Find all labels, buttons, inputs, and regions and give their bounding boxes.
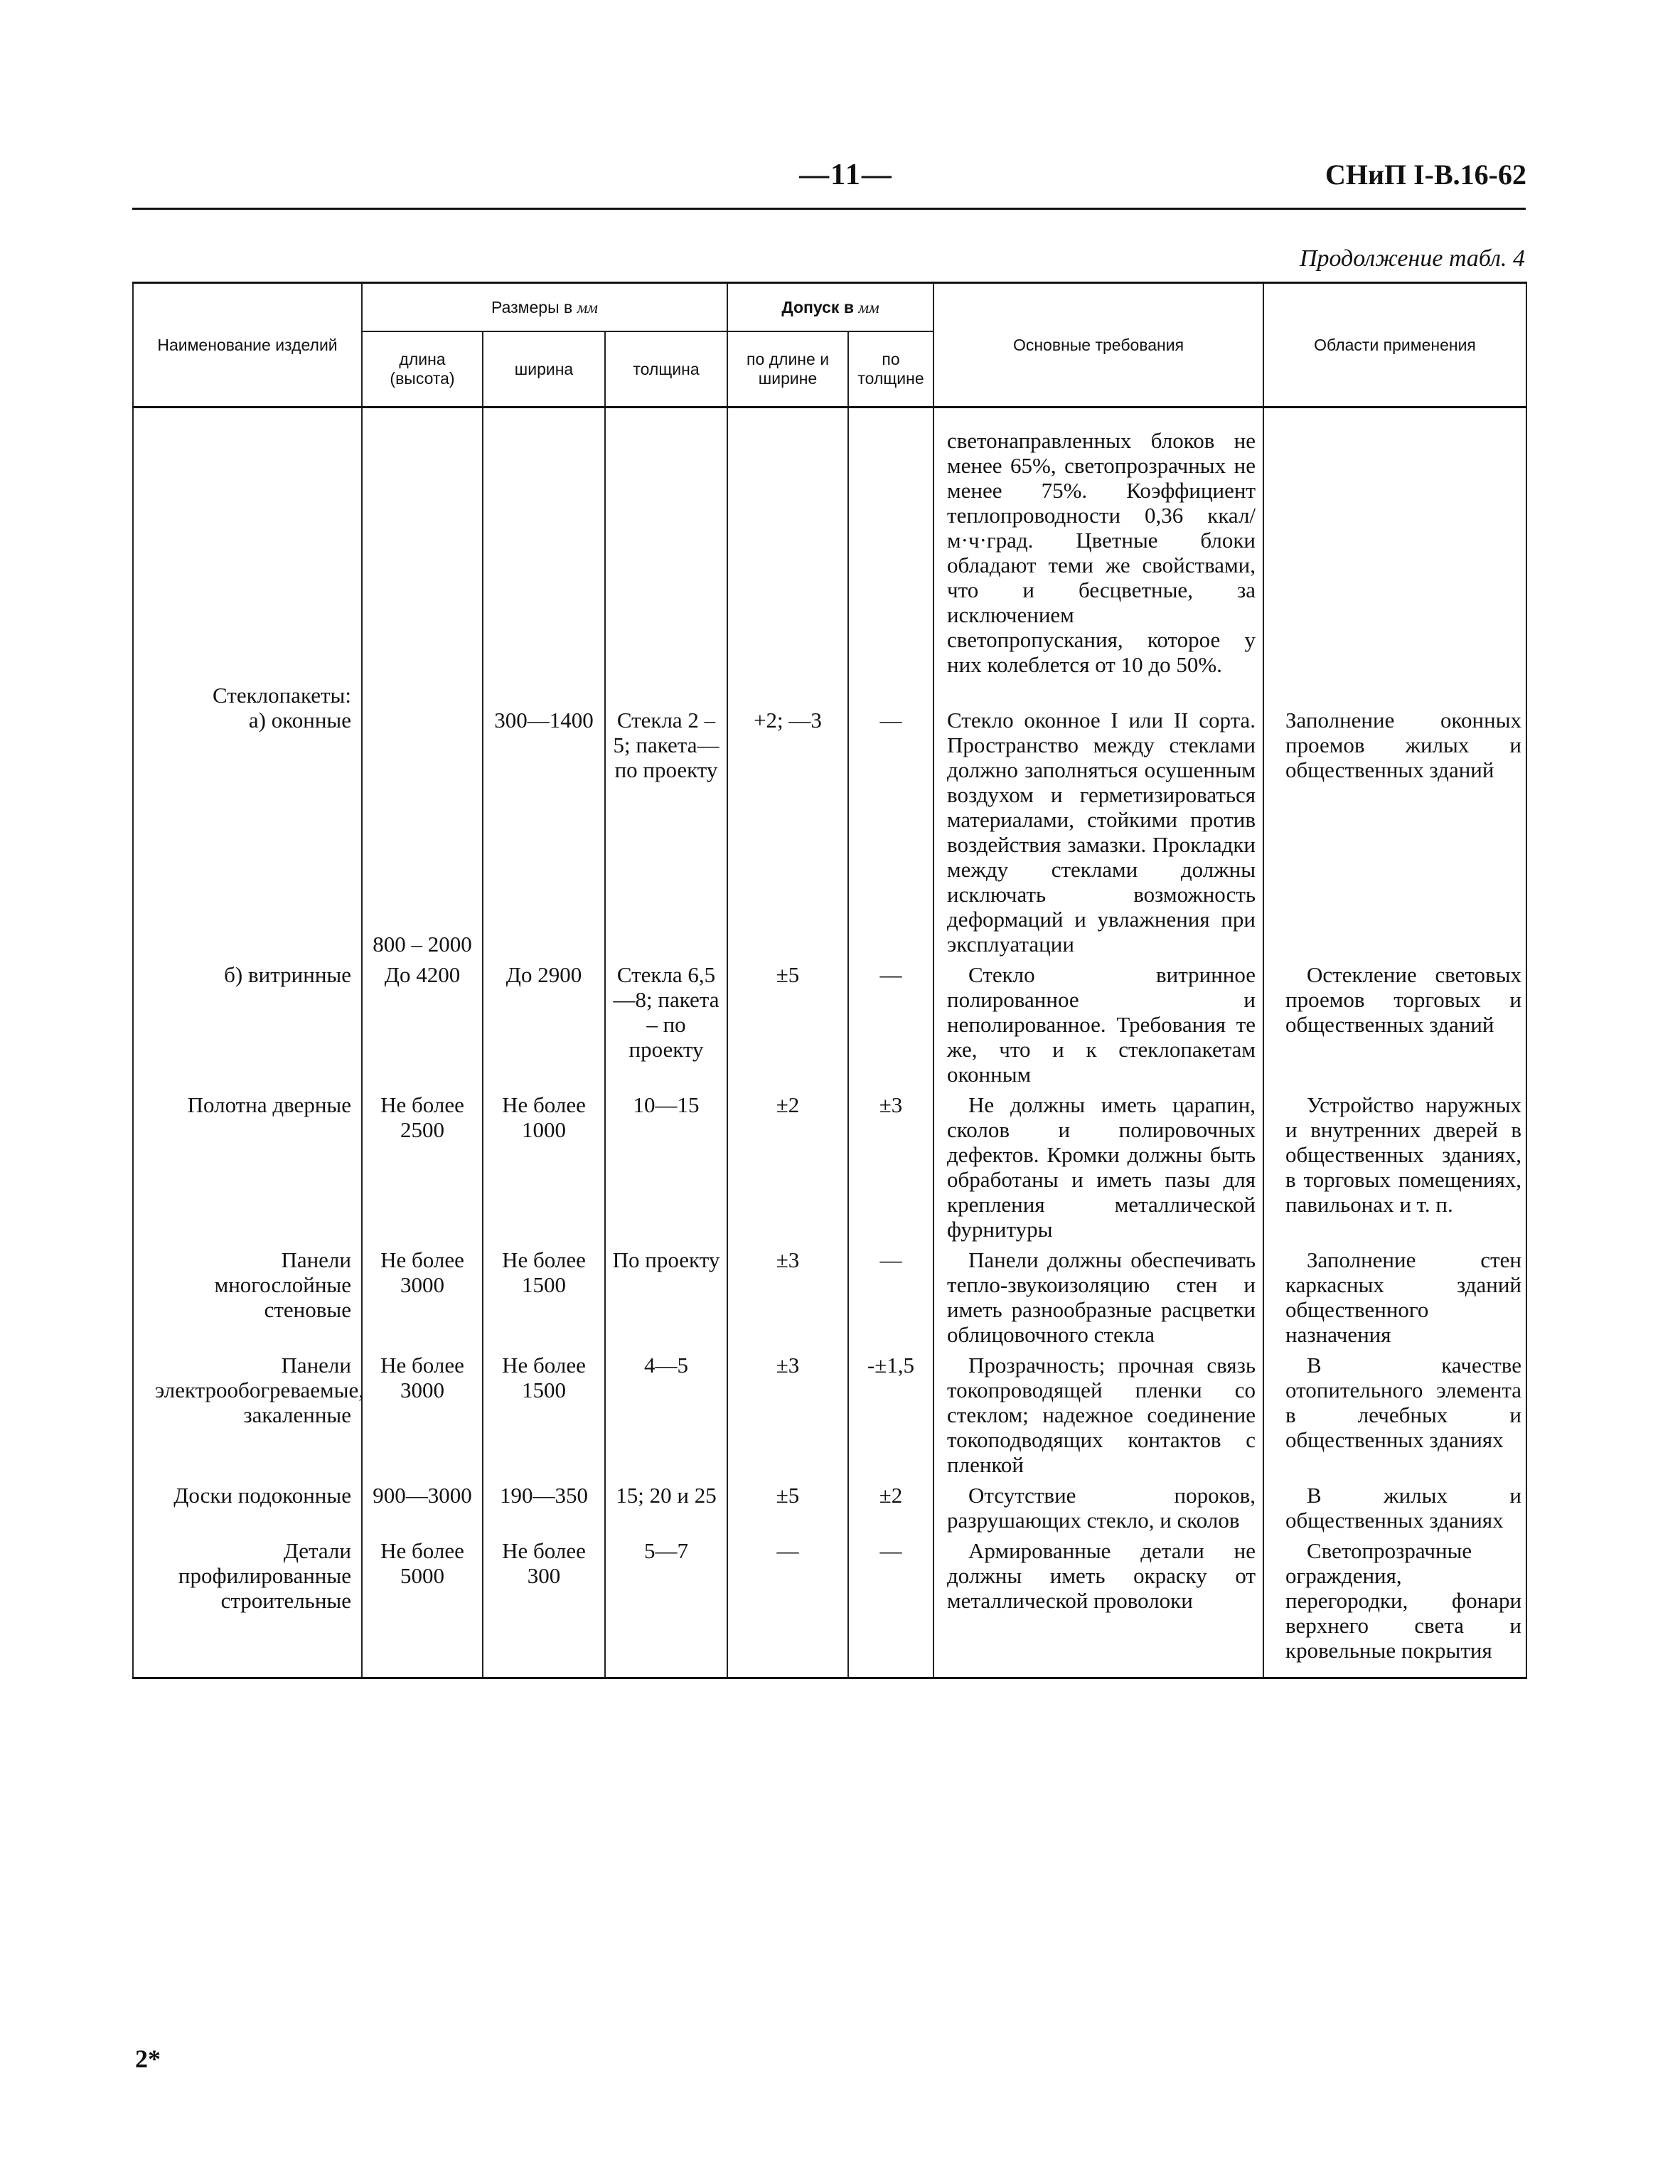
row-application-area: В жилых и общественных зданиях <box>1263 1483 1526 1538</box>
document-code: СНиП I-В.16-62 <box>1325 159 1526 191</box>
row-tolerance-t: — <box>848 1538 933 1678</box>
row-thickness: 5—7 <box>605 1538 727 1678</box>
row-requirements: Прозрачность; прочная связь токопроводящей пленки со стеклом; надежное соединение токоподводящих контактов с пленкой <box>933 1353 1263 1483</box>
table-row <box>133 1538 1526 1678</box>
row-length: 900—3000 <box>362 1483 483 1538</box>
row-length: До 4200 <box>362 962 483 1092</box>
row-length: 800 – 2000 <box>362 683 483 962</box>
row-tolerance-t: — <box>848 962 933 1092</box>
table-row <box>133 1353 1526 1483</box>
header-tolerance-thickness: по толщине <box>848 331 933 407</box>
row-requirements: Армированные детали не должны иметь окраску от металлической проволоки <box>933 1538 1263 1678</box>
row-tolerance-t: — <box>848 1247 933 1353</box>
header-tolerance-unit: мм <box>858 298 879 316</box>
row-requirements: Не должны иметь царапин, сколов и полировочных дефектов. Кромки должны быть обработаны и иметь пазы для крепления металлической фурнитуры <box>933 1092 1263 1247</box>
row-width: Не более 1000 <box>483 1092 605 1247</box>
row-name <box>133 683 362 962</box>
row-tolerance-lw: +2; —3 <box>727 683 848 962</box>
header-product-name: Наименование изделий <box>133 283 362 407</box>
row-requirements: Отсутствие пороков, разрушающих стекло, и сколов <box>933 1483 1263 1538</box>
row-thickness: Стекла 6,5—8; пакета – по проекту <box>605 962 727 1092</box>
row-application-area: Остекление световых проемов торговых и общественных зданий <box>1263 962 1526 1092</box>
row-width: 300—1400 <box>483 683 605 962</box>
row-requirements: Стекло оконное I или II сорта. Пространство между стеклами должно заполняться осушенным воздухом и герметизироваться материалами, стойкими против воздействия замазки. Прокладки между стеклами должны исключать возможность деформаций и увлажнения при эксплуатации <box>933 683 1263 962</box>
table-body <box>133 407 1526 1678</box>
row-width: 190—350 <box>483 1483 605 1538</box>
row-tolerance-lw: ±3 <box>727 1353 848 1483</box>
page-number: —11— <box>799 159 893 191</box>
row-name: Полотна дверные <box>133 1092 362 1247</box>
row-tolerance-lw: ±3 <box>727 1247 848 1353</box>
row-tolerance-t: -±1,5 <box>848 1353 933 1483</box>
sheet-mark: 2* <box>135 2045 161 2073</box>
row-length: Не более 3000 <box>362 1247 483 1353</box>
table-row <box>133 1092 1526 1247</box>
row-thickness: 4—5 <box>605 1353 727 1483</box>
row-name-text: а) оконные <box>248 708 351 733</box>
row-application-area: Заполнение стен каркасных зданий общественного назначения <box>1263 1247 1526 1353</box>
table-row <box>133 1483 1526 1538</box>
row-requirements: Стекло витринное полированное и неполированное. Требования те же, что и к стеклопакетам оконным <box>933 962 1263 1092</box>
row-name: Детали профилированные строительные <box>133 1538 362 1678</box>
row-tolerance-lw: — <box>727 1538 848 1678</box>
row-application-area: Устройство наружных и внутренних дверей в общественных зданиях, в торговых помещениях, павильонах и т. п. <box>1263 1092 1526 1247</box>
header-sizes-unit: мм <box>577 298 598 316</box>
header-sizes-label: Размеры в <box>491 297 573 316</box>
continued-requirement-text: светонаправленных блоков не менее 65%, светопрозрачных не менее 75%. Коэффициент теплопроводности 0,36 ккал/м·ч·град. Цветные блоки обладают теми же свойствами, что и бесцветные, за исключением светопропускания, которое у них колеблется от 10 до 50%. <box>933 407 1263 683</box>
table-row <box>133 683 1526 962</box>
row-thickness: Стекла 2 – 5; пакета— по проекту <box>605 683 727 962</box>
row-tolerance-t: ±3 <box>848 1092 933 1247</box>
header-rule <box>132 208 1526 210</box>
header-sizes-group <box>362 283 727 332</box>
header-length: длина (высота) <box>362 331 483 407</box>
row-length: Не более 5000 <box>362 1538 483 1678</box>
row-tolerance-lw: ±2 <box>727 1092 848 1247</box>
row-width: Не более 1500 <box>483 1247 605 1353</box>
row-width: Не более 300 <box>483 1538 605 1678</box>
header-tolerance-length-width: по длине и ширине <box>727 331 848 407</box>
row-application-area: Светопрозрачные ограждения, перегородки, фонари верхнего света и кровельные покрытия <box>1263 1538 1526 1678</box>
row-thickness: 10—15 <box>605 1092 727 1247</box>
group-label: Стеклопакеты: <box>213 683 351 708</box>
table-row <box>133 962 1526 1092</box>
row-tolerance-t: ±2 <box>848 1483 933 1538</box>
row-tolerance-t: — <box>848 683 933 962</box>
header-width: ширина <box>483 331 605 407</box>
row-length: Не более 3000 <box>362 1353 483 1483</box>
specification-table <box>132 282 1527 1679</box>
row-width: До 2900 <box>483 962 605 1092</box>
row-length: Не более 2500 <box>362 1092 483 1247</box>
row-tolerance-lw: ±5 <box>727 1483 848 1538</box>
row-application-area: В качестве отопительного элемента в лечебных и общественных зданиях <box>1263 1353 1526 1483</box>
row-width: Не более 1500 <box>483 1353 605 1483</box>
row-name: Панели электрообогреваемые, закаленные <box>133 1353 362 1483</box>
header-tolerance-group <box>727 283 933 332</box>
header-tolerance-label: Допуск в <box>781 297 854 316</box>
table-header <box>133 283 1526 407</box>
table-row-continued <box>133 407 1526 683</box>
row-name: б) витринные <box>133 962 362 1092</box>
table-continuation-label: Продолжение табл. 4 <box>1299 245 1525 272</box>
row-thickness: По проекту <box>605 1247 727 1353</box>
header-requirements: Основные требования <box>933 283 1263 407</box>
row-name: Доски подоконные <box>133 1483 362 1538</box>
header-thickness: толщина <box>605 331 727 407</box>
row-thickness: 15; 20 и 25 <box>605 1483 727 1538</box>
header-application-areas: Области применения <box>1263 283 1526 407</box>
row-tolerance-lw: ±5 <box>727 962 848 1092</box>
table-row <box>133 1247 1526 1353</box>
row-name: Панели многослойные стеновые <box>133 1247 362 1353</box>
row-application-area: Заполнение оконных проемов жилых и общественных зданий <box>1263 683 1526 962</box>
row-requirements: Панели должны обеспечивать тепло-звукоизоляцию стен и иметь разнообразные расцветки облицовочного стекла <box>933 1247 1263 1353</box>
